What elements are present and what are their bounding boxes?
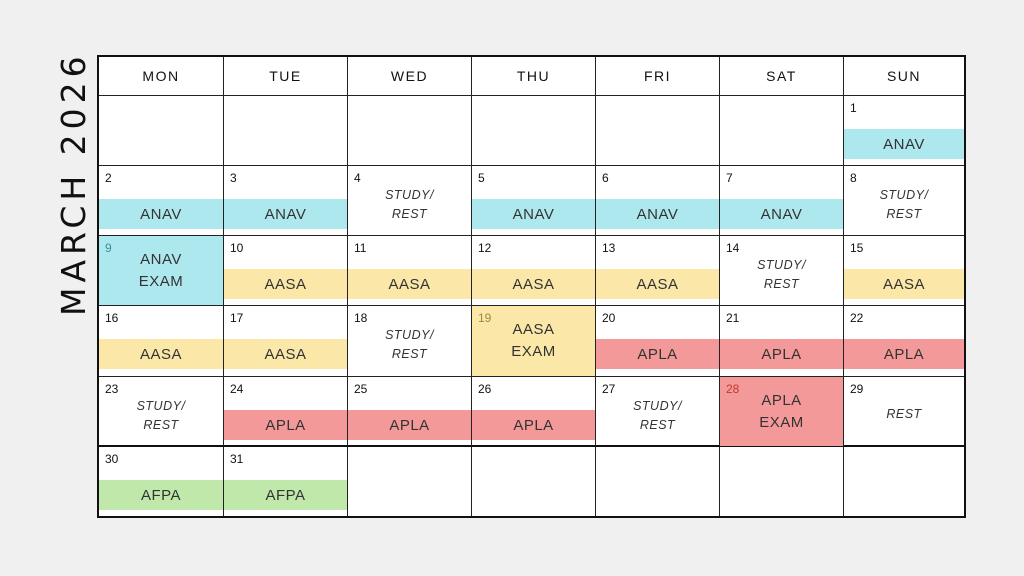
day-number: 1	[850, 101, 857, 115]
day-cell-20[interactable]	[595, 306, 719, 376]
day-number: 6	[602, 171, 609, 185]
day-cell-19[interactable]	[471, 306, 595, 376]
study-rest-note	[844, 182, 964, 228]
weekday-header-wed: WED	[347, 57, 471, 95]
study-rest-note	[99, 393, 223, 439]
note-line: STUDY/	[633, 399, 682, 413]
empty-day-cell	[223, 96, 347, 165]
day-cell-27[interactable]	[595, 377, 719, 446]
day-cell-25[interactable]	[347, 377, 471, 446]
subject-band-anav: ANAV	[99, 199, 223, 229]
day-cell-22[interactable]	[843, 306, 964, 376]
day-cell-16[interactable]	[99, 306, 223, 376]
day-cell-9[interactable]	[99, 236, 223, 305]
day-cell-30[interactable]	[99, 447, 223, 516]
note-line: STUDY/	[385, 328, 434, 342]
subject-band-apla: APLA	[596, 339, 719, 369]
subject-band-anav: ANAV	[472, 199, 595, 229]
day-cell-6[interactable]	[595, 166, 719, 235]
weekday-header-fri: FRI	[595, 57, 719, 95]
day-number: 20	[602, 311, 616, 325]
day-cell-26[interactable]	[471, 377, 595, 446]
study-rest-note	[596, 393, 719, 439]
day-cell-8[interactable]	[843, 166, 964, 235]
day-number: 26	[478, 382, 492, 396]
note-line: REST	[886, 406, 922, 421]
day-cell-4[interactable]	[347, 166, 471, 235]
day-number: 15	[850, 241, 864, 255]
day-cell-13[interactable]	[595, 236, 719, 305]
day-number: 14	[726, 241, 740, 255]
weekday-header-sun: SUN	[843, 57, 964, 95]
day-number: 12	[478, 241, 492, 255]
day-cell-14[interactable]	[719, 236, 843, 305]
day-number: 13	[602, 241, 616, 255]
empty-day-cell	[471, 447, 595, 516]
day-cell-31[interactable]	[223, 447, 347, 516]
day-cell-2[interactable]	[99, 166, 223, 235]
note-line: REST	[391, 347, 428, 361]
day-number: 8	[850, 171, 857, 185]
exam-word: EXAM	[138, 272, 184, 290]
day-number: 4	[354, 171, 361, 185]
day-cell-11[interactable]	[347, 236, 471, 305]
exam-subject: ANAV	[140, 250, 182, 268]
calendar-grid	[97, 55, 966, 518]
subject-band-aasa: AASA	[472, 269, 595, 299]
subject-band-apla: APLA	[472, 410, 595, 440]
day-cell-23[interactable]	[99, 377, 223, 446]
note-line: STUDY/	[879, 188, 929, 202]
weekday-header-thu: THU	[471, 57, 595, 95]
day-cell-24[interactable]	[223, 377, 347, 446]
subject-band-aasa: AASA	[99, 339, 223, 369]
subject-band-aasa: AASA	[844, 269, 964, 299]
subject-band-anav: ANAV	[596, 199, 719, 229]
month-title: MARCH 2026	[54, 51, 93, 317]
day-number: 19	[478, 311, 492, 325]
day-number: 21	[726, 311, 740, 325]
day-number: 11	[354, 241, 367, 255]
day-number: 24	[230, 382, 244, 396]
day-cell-21[interactable]	[719, 306, 843, 376]
day-number: 3	[230, 171, 237, 185]
note-line: REST	[143, 418, 179, 432]
subject-band-apla: APLA	[844, 339, 964, 369]
study-rest-note	[844, 399, 964, 429]
day-cell-29[interactable]	[843, 377, 964, 446]
note-line: STUDY/	[385, 188, 434, 202]
subject-band-apla: APLA	[224, 410, 347, 440]
subject-band-aasa: AASA	[596, 269, 719, 299]
empty-day-cell	[347, 447, 471, 516]
day-cell-15[interactable]	[843, 236, 964, 305]
note-line: STUDY/	[757, 258, 806, 272]
note-line: REST	[639, 418, 676, 432]
exam-word: EXAM	[759, 413, 804, 431]
subject-band-apla: APLA	[348, 410, 471, 440]
day-number: 27	[602, 382, 616, 396]
day-cell-17[interactable]	[223, 306, 347, 376]
day-number: 10	[230, 241, 244, 255]
empty-day-cell	[99, 96, 223, 165]
note-line: STUDY/	[136, 399, 186, 413]
exam-subject: AASA	[512, 321, 555, 338]
day-number: 23	[105, 382, 119, 396]
day-number: 2	[105, 171, 112, 185]
empty-day-cell	[719, 96, 843, 165]
subject-band-aasa: AASA	[224, 339, 347, 369]
subject-band-aasa: AASA	[224, 269, 347, 299]
study-rest-note	[348, 322, 471, 368]
day-number: 31	[230, 452, 244, 466]
day-number: 7	[726, 171, 733, 185]
subject-band-aasa: AASA	[348, 269, 471, 299]
day-cell-10[interactable]	[223, 236, 347, 305]
day-number: 30	[105, 452, 119, 466]
day-cell-1[interactable]	[843, 96, 964, 165]
day-number: 18	[354, 311, 368, 325]
empty-day-cell	[347, 96, 471, 165]
day-number: 25	[354, 382, 368, 396]
empty-day-cell	[843, 447, 964, 516]
note-line: REST	[886, 207, 922, 221]
subject-band-afpa: AFPA	[224, 480, 347, 510]
day-cell-5[interactable]	[471, 166, 595, 235]
day-number: 9	[105, 241, 112, 255]
day-number: 22	[850, 311, 864, 325]
study-rest-note	[348, 182, 471, 228]
weekday-header-tue: TUE	[223, 57, 347, 95]
day-cell-18[interactable]	[347, 306, 471, 376]
subject-band-afpa: AFPA	[99, 480, 223, 510]
study-rest-note	[720, 252, 843, 298]
empty-day-cell	[595, 447, 719, 516]
day-number: 5	[478, 171, 485, 185]
empty-day-cell	[471, 96, 595, 165]
note-line: REST	[391, 207, 428, 221]
subject-band-apla: APLA	[720, 339, 843, 369]
exam-label	[99, 236, 223, 305]
note-line: REST	[763, 277, 800, 291]
day-cell-12[interactable]	[471, 236, 595, 305]
day-cell-3[interactable]	[223, 166, 347, 235]
day-number: 28	[726, 382, 740, 396]
subject-band-anav: ANAV	[224, 199, 347, 229]
subject-band-anav: ANAV	[720, 199, 843, 229]
weekday-header-sat: SAT	[719, 57, 843, 95]
day-number: 29	[850, 382, 864, 396]
empty-day-cell	[719, 447, 843, 516]
subject-band-anav: ANAV	[844, 129, 964, 159]
weekday-header-mon: MON	[142, 68, 180, 84]
day-number: 17	[230, 311, 244, 325]
day-cell-28[interactable]	[719, 377, 843, 446]
day-number: 16	[105, 311, 119, 325]
exam-word: EXAM	[511, 343, 556, 360]
empty-day-cell	[595, 96, 719, 165]
day-cell-7[interactable]	[719, 166, 843, 235]
exam-subject: APLA	[761, 391, 802, 409]
